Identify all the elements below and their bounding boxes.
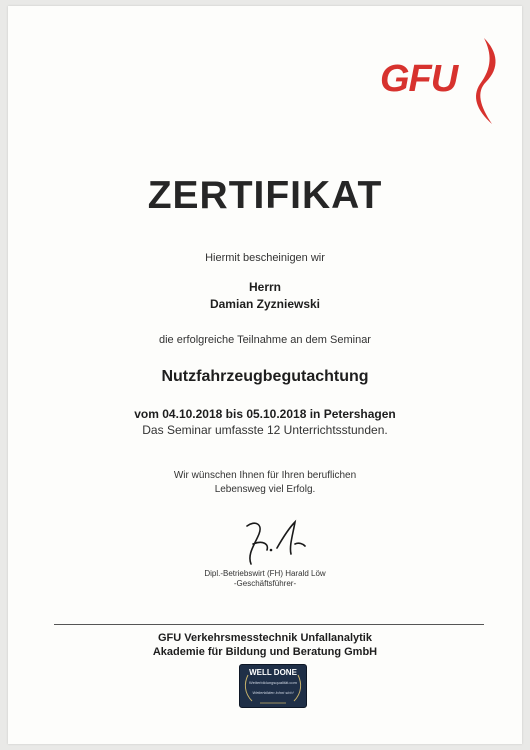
handwritten-signature — [233, 514, 323, 568]
organization-line-2: Akademie für Bildung und Beratung GmbH — [152, 646, 378, 658]
footer-divider — [54, 624, 484, 625]
wish-line-2: Lebensweg viel Erfolg. — [214, 484, 316, 495]
certificate-title: ZERTIFIKAT — [147, 174, 383, 217]
wish-line-1: Wir wünschen Ihnen für Ihren beruflichen — [173, 470, 357, 481]
badge-title: WELL DONE — [249, 668, 297, 677]
salutation: Herrn — [248, 280, 281, 294]
badge-subtitle: Weiterbildungsqualität.com — [249, 680, 297, 685]
participation-text: die erfolgreiche Teilnahme an dem Seminar — [159, 334, 371, 346]
signatory-role: -Geschäftsführer- — [233, 579, 297, 588]
seminar-name: Nutzfahrzeugbegutachtung — [161, 368, 369, 385]
logo-text: GFU — [380, 58, 458, 100]
gfu-logo — [380, 36, 510, 128]
organization-line-1: GFU Verkehrsmesstechnik Unfallanalytik — [158, 632, 372, 644]
recipient-name: Damian Zyzniewski — [209, 297, 321, 311]
certificate-page — [8, 6, 522, 744]
seminar-hours: Das Seminar umfasste 12 Unterrichtsstunden. — [142, 423, 388, 437]
signatory-name: Dipl.-Betriebswirt (FH) Harald Löw — [204, 569, 326, 578]
well-done-badge — [239, 664, 307, 708]
badge-motto: Weiterbilden lohnt sich! — [252, 690, 294, 695]
logo-swoosh-icon — [380, 36, 510, 128]
intro-text: Hiermit bescheinigen wir — [205, 252, 325, 264]
seminar-dates: vom 04.10.2018 bis 05.10.2018 in Petershagen — [134, 407, 396, 421]
